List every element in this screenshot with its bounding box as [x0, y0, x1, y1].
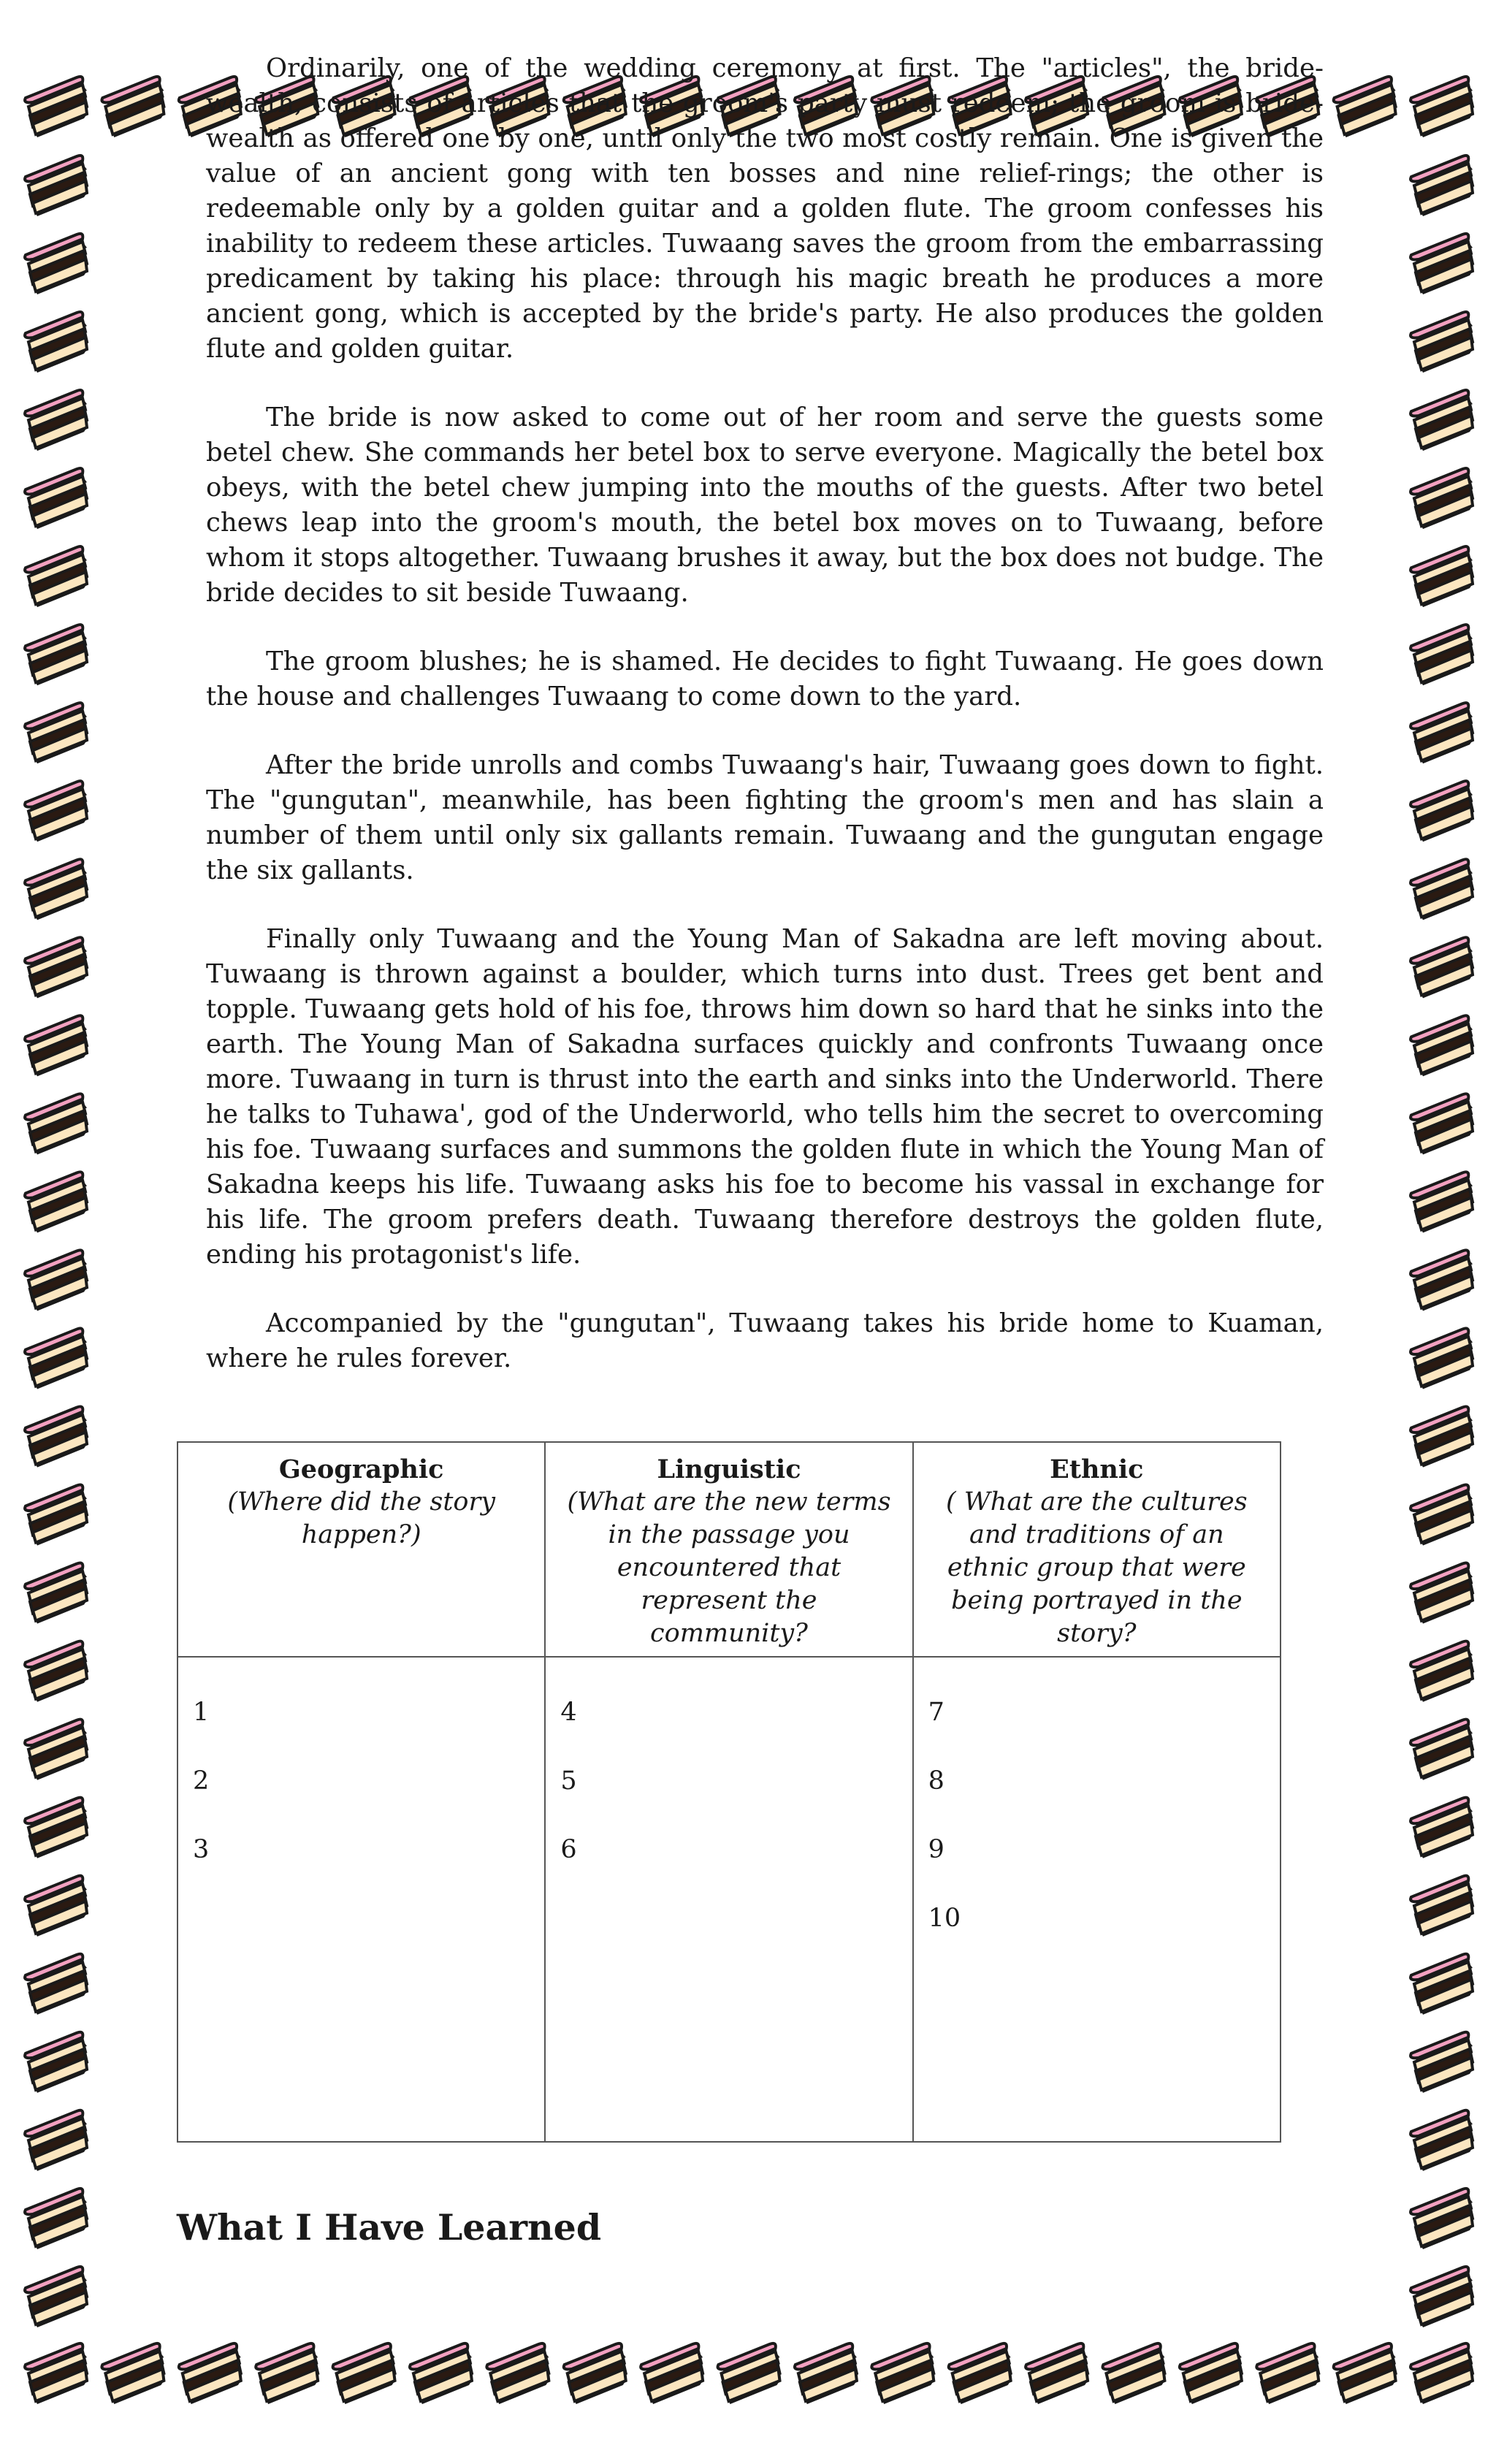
cake-slice-icon: [1411, 1798, 1473, 1858]
cake-slice-icon: [25, 1328, 87, 1389]
cake-slice-icon: [1411, 1563, 1473, 1624]
cake-slice-icon: [25, 781, 87, 842]
cake-slice-icon: [1411, 703, 1473, 763]
cake-slice-icon: [25, 1015, 87, 1076]
cake-slice-icon: [1411, 1094, 1473, 1154]
cake-slice-icon: [1411, 1954, 1473, 2015]
column-question: (What are the new terms in the passage you encountered that represent the community?: [567, 1487, 891, 1648]
cake-slice-icon: [25, 1172, 87, 1232]
item-number: 3: [193, 1835, 210, 1864]
linguistic-answers[interactable]: [545, 1657, 912, 2142]
passage-paragraph: The groom blushes; he is shamed. He decides to fight Tuwaang. He goes down the house and challenges Tuwaang to come down to the yard.: [206, 646, 1324, 712]
cake-slice-icon: [25, 2267, 87, 2327]
cake-slice-icon: [1334, 2343, 1396, 2404]
cake-slice-icon: [1180, 2343, 1242, 2404]
item-number: 1: [193, 1698, 210, 1727]
cake-slice-icon: [1411, 1876, 1473, 1937]
cake-slice-icon: [871, 2343, 934, 2404]
cake-slice-icon: [1256, 2343, 1318, 2404]
passage-paragraph: Ordinarily, one of the wedding ceremony at first. The "articles", the bride-wealth, consists of articles that the groom's party must redeem; the groom is bride-wealth as offered one by one, until only the two most costly remain. One is given the value of an ancient gong with ten bosses and nine relief-rings; the other is redeemable only by a golden guitar and a golden flute. The groom confesses his inability to redeem these articles. Tuwaang saves the groom from the embarrassing predicament by taking his place: through his magic breath he produces a more ancient gong, which is accepted by the bride's party. He also produces the golden flute and golden guitar.: [206, 53, 1324, 364]
passage-paragraph: After the bride unrolls and combs Tuwaang's hair, Tuwaang goes down to fight. The "gungutan", meanwhile, has been fighting the groom's men and has slain a number of them until only six gallants remain. Tuwaang and the gungutan engage the six gallants.: [206, 750, 1324, 885]
item-number: 5: [560, 1766, 577, 1796]
cake-slice-icon: [1411, 1484, 1473, 1545]
column-question: ( What are the cultures and traditions of an ethnic group that were being portrayed in the story?: [946, 1487, 1248, 1648]
cake-slice-icon: [179, 2343, 241, 2404]
cake-slice-icon: [1411, 390, 1473, 451]
item-number: 10: [928, 1904, 961, 1933]
cake-slice-icon: [25, 1641, 87, 1702]
cake-slice-icon: [718, 2343, 780, 2404]
ethnic-answers[interactable]: [913, 1657, 1281, 2142]
table-header-row: [178, 1442, 1281, 1657]
cake-slice-icon: [25, 1563, 87, 1624]
cake-slice-icon: [25, 1484, 87, 1545]
cake-slice-icon: [1411, 1015, 1473, 1076]
cake-slice-icon: [25, 625, 87, 685]
cake-slice-icon: [1103, 2343, 1165, 2404]
cake-slice-icon: [256, 2343, 318, 2404]
column-heading: Geographic: [278, 1454, 444, 1484]
cake-slice-icon: [1411, 937, 1473, 998]
story-passage: [206, 51, 1324, 1410]
cake-slice-icon: [564, 2343, 626, 2404]
column-question: (Where did the story happen?): [227, 1487, 495, 1549]
cake-slice-icon: [1411, 2110, 1473, 2171]
cake-slice-icon: [486, 2343, 549, 2404]
cake-slice-icon: [1411, 2343, 1473, 2404]
geographic-answers[interactable]: [178, 1657, 545, 2142]
cake-slice-icon: [333, 2343, 395, 2404]
item-number: 9: [928, 1835, 944, 1864]
cake-slice-icon: [1411, 625, 1473, 685]
cake-slice-icon: [1411, 2267, 1473, 2327]
cake-slice-icon: [795, 2343, 857, 2404]
cake-slice-icon: [1411, 2189, 1473, 2249]
cake-slice-icon: [25, 703, 87, 763]
cake-slice-icon: [25, 312, 87, 373]
cake-slice-icon: [1411, 156, 1473, 216]
cake-slice-icon: [1411, 1328, 1473, 1389]
section-title: What I Have Learned: [177, 2206, 602, 2249]
cake-slice-icon: [1411, 1641, 1473, 1702]
cake-slice-icon: [25, 390, 87, 451]
cake-slice-icon: [1411, 546, 1473, 607]
cake-slice-icon: [102, 2343, 164, 2404]
cake-slice-icon: [25, 2343, 87, 2404]
cake-slice-icon: [1411, 312, 1473, 373]
geographic-header: [178, 1442, 545, 1657]
passage-paragraph: Accompanied by the "gungutan", Tuwaang takes his bride home to Kuaman, where he rules forever.: [206, 1308, 1324, 1373]
activity-table: [177, 1441, 1281, 2143]
column-heading: Ethnic: [1050, 1454, 1144, 1484]
cake-slice-icon: [102, 77, 164, 137]
linguistic-header: [545, 1442, 912, 1657]
ethnic-header: [913, 1442, 1281, 1657]
cake-slice-icon: [25, 468, 87, 529]
item-number: 2: [193, 1766, 210, 1796]
cake-slice-icon: [25, 1406, 87, 1467]
cake-slice-icon: [25, 1094, 87, 1154]
item-number: 6: [560, 1835, 577, 1864]
cake-slice-icon: [1411, 234, 1473, 294]
cake-slice-icon: [1026, 2343, 1088, 2404]
cake-slice-icon: [25, 156, 87, 216]
cake-slice-icon: [25, 2189, 87, 2249]
cake-slice-icon: [1411, 2032, 1473, 2093]
item-number: 7: [928, 1698, 944, 1727]
cake-slice-icon: [25, 546, 87, 607]
cake-slice-icon: [641, 2343, 703, 2404]
cake-slice-icon: [1411, 1172, 1473, 1232]
cake-slice-icon: [25, 234, 87, 294]
activity-table-container: [177, 1441, 1281, 2143]
cake-slice-icon: [25, 1798, 87, 1858]
column-heading: Linguistic: [657, 1454, 801, 1484]
item-number: 8: [928, 1766, 944, 1796]
cake-slice-icon: [1411, 1406, 1473, 1467]
table-row: [178, 1657, 1281, 2142]
cake-slice-icon: [25, 2110, 87, 2171]
cake-slice-icon: [1411, 468, 1473, 529]
cake-slice-icon: [1411, 1250, 1473, 1311]
passage-paragraph: Finally only Tuwaang and the Young Man of Sakadna are left moving about. Tuwaang is thrown against a boulder, which turns into dust. Trees get bent and topple. Tuwaang gets hold of his foe, throws him down so hard that he sinks into the earth. The Young Man of Sakadna surfaces quickly and confronts Tuwaang once more. Tuwaang in turn is thrust into the earth and sinks into the Underworld. There he talks to Tuhawa', god of the Underworld, who tells him the secret to overcoming his foe. Tuwaang surfaces and summons the golden flute in which the Young Man of Sakadna keeps his life. Tuwaang asks his foe to become his vassal in exchange for his life. The groom prefers death. Tuwaang therefore destroys the golden flute, ending his protagonist's life.: [206, 924, 1324, 1270]
cake-slice-icon: [1411, 781, 1473, 842]
cake-slice-icon: [949, 2343, 1011, 2404]
cake-slice-icon: [25, 77, 87, 137]
cake-slice-icon: [25, 1720, 87, 1780]
cake-slice-icon: [25, 1876, 87, 1937]
cake-slice-icon: [25, 937, 87, 998]
cake-slice-icon: [25, 859, 87, 920]
cake-slice-icon: [1411, 1720, 1473, 1780]
cake-slice-icon: [410, 2343, 472, 2404]
cake-slice-icon: [1411, 77, 1473, 137]
cake-slice-icon: [25, 2032, 87, 2093]
cake-slice-icon: [25, 1954, 87, 2015]
cake-slice-icon: [1334, 77, 1396, 137]
cake-slice-icon: [25, 1250, 87, 1311]
item-number: 4: [560, 1698, 577, 1727]
cake-slice-icon: [1411, 859, 1473, 920]
passage-paragraph: The bride is now asked to come out of her room and serve the guests some betel chew. She commands her betel box to serve everyone. Magically the betel box obeys, with the betel chew jumping into the mouths of the guests. After two betel chews leap into the groom's mouth, the betel box moves on to Tuwaang, before whom it stops altogether. Tuwaang brushes it away, but the box does not budge. The bride decides to sit beside Tuwaang.: [206, 403, 1324, 608]
